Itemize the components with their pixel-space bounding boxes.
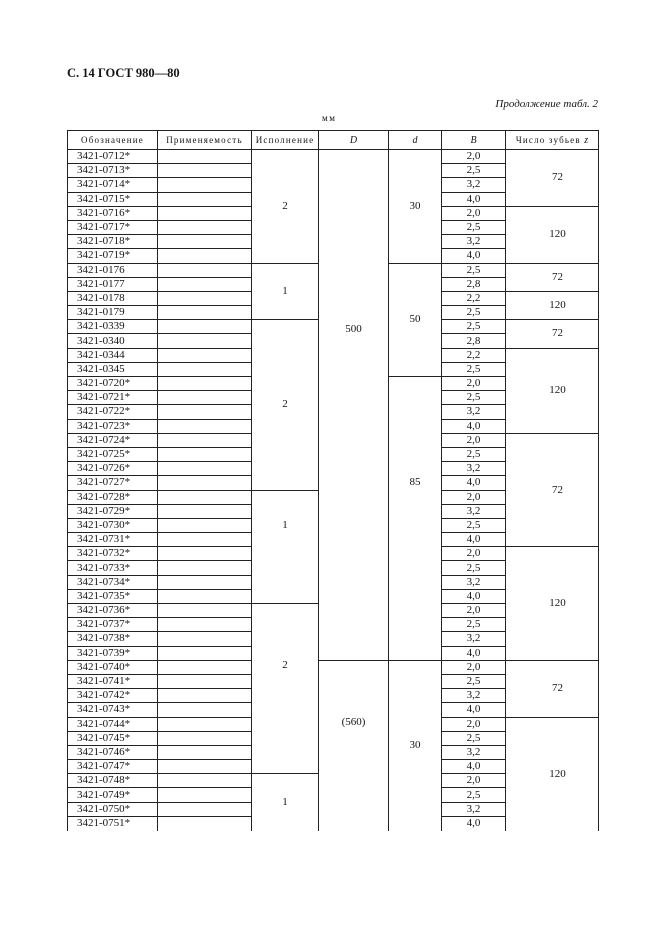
designation-cell: 3421-0733* bbox=[68, 561, 158, 575]
applicability-cell bbox=[158, 306, 252, 320]
table-continuation-note: Продолжение табл. 2 bbox=[495, 98, 598, 110]
applicability-cell bbox=[158, 334, 252, 348]
width-b-cell: 3,2 bbox=[442, 178, 506, 192]
teeth-count-cell: 72 bbox=[506, 264, 599, 292]
version-cell: 2 bbox=[252, 150, 319, 264]
bore-diameter-cell: 85 bbox=[389, 377, 442, 661]
applicability-cell bbox=[158, 476, 252, 490]
width-b-cell: 3,2 bbox=[442, 235, 506, 249]
width-b-cell: 2,0 bbox=[442, 207, 506, 221]
width-b-cell: 4,0 bbox=[442, 647, 506, 661]
designation-cell: 3421-0735* bbox=[68, 590, 158, 604]
applicability-cell bbox=[158, 405, 252, 419]
designation-cell: 3421-0724* bbox=[68, 434, 158, 448]
designation-cell: 3421-0713* bbox=[68, 164, 158, 178]
header-teeth-symbol: z bbox=[584, 134, 589, 146]
designation-cell: 3421-0741* bbox=[68, 675, 158, 689]
width-b-cell: 2,0 bbox=[442, 547, 506, 561]
version-cell: 2 bbox=[252, 320, 319, 490]
designation-cell: 3421-0744* bbox=[68, 718, 158, 732]
applicability-cell bbox=[158, 618, 252, 632]
page-reference: С. 14 ГОСТ 980—80 bbox=[67, 66, 180, 80]
applicability-cell bbox=[158, 349, 252, 363]
applicability-cell bbox=[158, 732, 252, 746]
teeth-count-cell: 72 bbox=[506, 320, 599, 348]
applicability-cell bbox=[158, 519, 252, 533]
applicability-cell bbox=[158, 604, 252, 618]
teeth-count-cell: 72 bbox=[506, 434, 599, 548]
designation-cell: 3421-0736* bbox=[68, 604, 158, 618]
designation-cell: 3421-0712* bbox=[68, 150, 158, 164]
header-teeth-label: Число зубьев bbox=[515, 134, 581, 145]
version-cell: 1 bbox=[252, 264, 319, 321]
width-b-cell: 3,2 bbox=[442, 632, 506, 646]
designation-cell: 3421-0746* bbox=[68, 746, 158, 760]
width-b-cell: 4,0 bbox=[442, 420, 506, 434]
designation-cell: 3421-0340 bbox=[68, 334, 158, 348]
width-b-cell: 3,2 bbox=[442, 576, 506, 590]
width-b-cell: 2,5 bbox=[442, 561, 506, 575]
applicability-cell bbox=[158, 391, 252, 405]
teeth-count-cell: 120 bbox=[506, 547, 599, 661]
designation-cell: 3421-0339 bbox=[68, 320, 158, 334]
applicability-cell bbox=[158, 207, 252, 221]
width-b-cell: 4,0 bbox=[442, 703, 506, 717]
applicability-cell bbox=[158, 434, 252, 448]
header-width: B bbox=[442, 131, 506, 150]
width-b-cell: 2,0 bbox=[442, 718, 506, 732]
designation-cell: 3421-0179 bbox=[68, 306, 158, 320]
designation-cell: 3421-0344 bbox=[68, 349, 158, 363]
applicability-cell bbox=[158, 448, 252, 462]
width-b-cell: 2,0 bbox=[442, 491, 506, 505]
applicability-cell bbox=[158, 647, 252, 661]
designation-cell: 3421-0726* bbox=[68, 462, 158, 476]
applicability-cell bbox=[158, 561, 252, 575]
applicability-cell bbox=[158, 505, 252, 519]
width-b-cell: 2,8 bbox=[442, 278, 506, 292]
designation-cell: 3421-0719* bbox=[68, 249, 158, 263]
designation-cell: 3421-0722* bbox=[68, 405, 158, 419]
width-b-cell: 2,5 bbox=[442, 306, 506, 320]
version-cell: 2 bbox=[252, 604, 319, 774]
width-b-cell: 2,0 bbox=[442, 774, 506, 788]
applicability-cell bbox=[158, 278, 252, 292]
width-b-cell: 2,5 bbox=[442, 675, 506, 689]
designation-cell: 3421-0730* bbox=[68, 519, 158, 533]
width-b-cell: 2,2 bbox=[442, 349, 506, 363]
header-version: Исполнение bbox=[252, 131, 319, 150]
applicability-cell bbox=[158, 689, 252, 703]
outer-diameter-cell: (560) bbox=[319, 661, 389, 831]
designation-cell: 3421-0732* bbox=[68, 547, 158, 561]
width-b-cell: 4,0 bbox=[442, 760, 506, 774]
applicability-cell bbox=[158, 150, 252, 164]
designation-cell: 3421-0748* bbox=[68, 774, 158, 788]
width-b-cell: 2,0 bbox=[442, 150, 506, 164]
header-applicability: Применяемость bbox=[158, 131, 252, 150]
header-teeth bbox=[506, 131, 599, 150]
designation-cell: 3421-0731* bbox=[68, 533, 158, 547]
teeth-count-cell: 120 bbox=[506, 207, 599, 264]
applicability-cell bbox=[158, 178, 252, 192]
applicability-cell bbox=[158, 320, 252, 334]
bore-diameter-cell: 30 bbox=[389, 661, 442, 831]
teeth-count-cell: 120 bbox=[506, 349, 599, 434]
applicability-cell bbox=[158, 292, 252, 306]
applicability-cell bbox=[158, 221, 252, 235]
applicability-cell bbox=[158, 675, 252, 689]
width-b-cell: 4,0 bbox=[442, 476, 506, 490]
bore-diameter-cell: 30 bbox=[389, 150, 442, 264]
designation-cell: 3421-0723* bbox=[68, 420, 158, 434]
applicability-cell bbox=[158, 235, 252, 249]
designation-cell: 3421-0725* bbox=[68, 448, 158, 462]
spec-table bbox=[67, 130, 599, 831]
applicability-cell bbox=[158, 817, 252, 831]
designation-cell: 3421-0749* bbox=[68, 788, 158, 802]
width-b-cell: 2,2 bbox=[442, 292, 506, 306]
outer-diameter-cell: 500 bbox=[319, 150, 389, 661]
applicability-cell bbox=[158, 803, 252, 817]
width-b-cell: 3,2 bbox=[442, 746, 506, 760]
width-b-cell: 3,2 bbox=[442, 505, 506, 519]
teeth-count-cell: 120 bbox=[506, 292, 599, 320]
applicability-cell bbox=[158, 491, 252, 505]
version-cell: 1 bbox=[252, 774, 319, 831]
applicability-cell bbox=[158, 760, 252, 774]
applicability-cell bbox=[158, 703, 252, 717]
width-b-cell: 2,8 bbox=[442, 334, 506, 348]
designation-cell: 3421-0738* bbox=[68, 632, 158, 646]
designation-cell: 3421-0715* bbox=[68, 193, 158, 207]
width-b-cell: 2,5 bbox=[442, 264, 506, 278]
applicability-cell bbox=[158, 264, 252, 278]
teeth-count-cell: 72 bbox=[506, 150, 599, 207]
width-b-cell: 4,0 bbox=[442, 533, 506, 547]
width-b-cell: 2,0 bbox=[442, 377, 506, 391]
width-b-cell: 2,5 bbox=[442, 448, 506, 462]
width-b-cell: 4,0 bbox=[442, 193, 506, 207]
designation-cell: 3421-0177 bbox=[68, 278, 158, 292]
designation-cell: 3421-0714* bbox=[68, 178, 158, 192]
designation-cell: 3421-0743* bbox=[68, 703, 158, 717]
applicability-cell bbox=[158, 462, 252, 476]
designation-cell: 3421-0716* bbox=[68, 207, 158, 221]
width-b-cell: 2,5 bbox=[442, 320, 506, 334]
width-b-cell: 2,0 bbox=[442, 604, 506, 618]
designation-cell: 3421-0176 bbox=[68, 264, 158, 278]
designation-cell: 3421-0717* bbox=[68, 221, 158, 235]
applicability-cell bbox=[158, 249, 252, 263]
applicability-cell bbox=[158, 377, 252, 391]
applicability-cell bbox=[158, 193, 252, 207]
designation-cell: 3421-0729* bbox=[68, 505, 158, 519]
applicability-cell bbox=[158, 788, 252, 802]
version-cell: 1 bbox=[252, 491, 319, 605]
applicability-cell bbox=[158, 420, 252, 434]
applicability-cell bbox=[158, 576, 252, 590]
applicability-cell bbox=[158, 774, 252, 788]
designation-cell: 3421-0721* bbox=[68, 391, 158, 405]
designation-cell: 3421-0742* bbox=[68, 689, 158, 703]
width-b-cell: 3,2 bbox=[442, 462, 506, 476]
designation-cell: 3421-0728* bbox=[68, 491, 158, 505]
width-b-cell: 2,0 bbox=[442, 661, 506, 675]
width-b-cell: 2,5 bbox=[442, 391, 506, 405]
width-b-cell: 2,5 bbox=[442, 164, 506, 178]
applicability-cell bbox=[158, 363, 252, 377]
bore-diameter-cell: 50 bbox=[389, 264, 442, 378]
width-b-cell: 3,2 bbox=[442, 405, 506, 419]
designation-cell: 3421-0178 bbox=[68, 292, 158, 306]
header-outer-diameter: D bbox=[319, 131, 389, 150]
designation-cell: 3421-0745* bbox=[68, 732, 158, 746]
designation-cell: 3421-0734* bbox=[68, 576, 158, 590]
designation-cell: 3421-0345 bbox=[68, 363, 158, 377]
width-b-cell: 2,5 bbox=[442, 221, 506, 235]
width-b-cell: 2,5 bbox=[442, 363, 506, 377]
applicability-cell bbox=[158, 746, 252, 760]
designation-cell: 3421-0720* bbox=[68, 377, 158, 391]
designation-cell: 3421-0737* bbox=[68, 618, 158, 632]
applicability-cell bbox=[158, 661, 252, 675]
designation-cell: 3421-0747* bbox=[68, 760, 158, 774]
units-label: мм bbox=[322, 113, 337, 123]
designation-cell: 3421-0740* bbox=[68, 661, 158, 675]
applicability-cell bbox=[158, 590, 252, 604]
width-b-cell: 2,5 bbox=[442, 618, 506, 632]
header-bore-diameter: d bbox=[389, 131, 442, 150]
applicability-cell bbox=[158, 718, 252, 732]
teeth-count-cell: 72 bbox=[506, 661, 599, 718]
width-b-cell: 4,0 bbox=[442, 817, 506, 831]
width-b-cell: 4,0 bbox=[442, 249, 506, 263]
applicability-cell bbox=[158, 547, 252, 561]
designation-cell: 3421-0751* bbox=[68, 817, 158, 831]
width-b-cell: 3,2 bbox=[442, 803, 506, 817]
designation-cell: 3421-0750* bbox=[68, 803, 158, 817]
width-b-cell: 3,2 bbox=[442, 689, 506, 703]
applicability-cell bbox=[158, 632, 252, 646]
width-b-cell: 4,0 bbox=[442, 590, 506, 604]
teeth-count-cell: 120 bbox=[506, 718, 599, 832]
header-designation: Обозначение bbox=[68, 131, 158, 150]
width-b-cell: 2,5 bbox=[442, 519, 506, 533]
designation-cell: 3421-0718* bbox=[68, 235, 158, 249]
applicability-cell bbox=[158, 164, 252, 178]
width-b-cell: 2,0 bbox=[442, 434, 506, 448]
width-b-cell: 2,5 bbox=[442, 732, 506, 746]
designation-cell: 3421-0727* bbox=[68, 476, 158, 490]
applicability-cell bbox=[158, 533, 252, 547]
width-b-cell: 2,5 bbox=[442, 788, 506, 802]
designation-cell: 3421-0739* bbox=[68, 647, 158, 661]
